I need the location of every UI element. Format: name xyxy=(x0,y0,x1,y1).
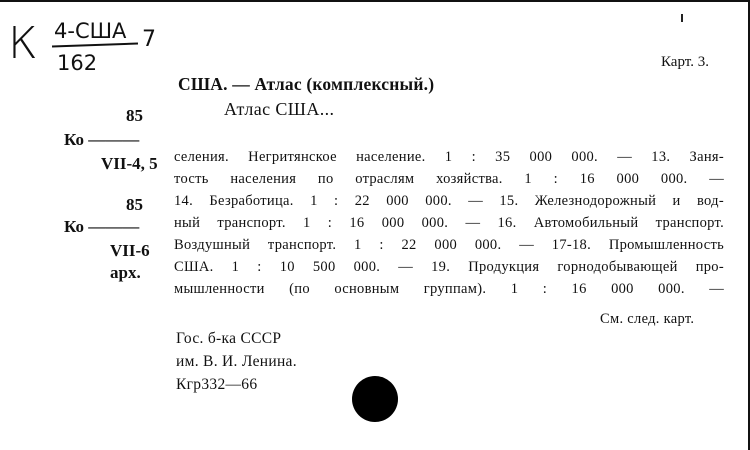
punch-hole xyxy=(352,376,398,422)
shelfmark-1-prefix-text: Ко xyxy=(64,130,84,149)
library-dedication: им. В. И. Ленина. xyxy=(176,353,297,370)
body-line: мышленности (по основным группам). 1 : 16 000 000. — xyxy=(174,281,724,297)
body-line: ный транспорт. 1 : 16 000 000. — 16. Автомобильный транспорт. xyxy=(174,215,724,231)
handwritten-fraction-bar xyxy=(52,42,138,47)
shelfmark-1-prefix xyxy=(64,130,139,150)
handwritten-letter: К xyxy=(8,18,38,69)
shelfmark-2-prefix-text: Ко xyxy=(64,217,84,236)
body-line: 14. Безработица. 1 : 22 000 000. — 15. Железнодорожный и вод- xyxy=(174,193,724,209)
body-line: тость населения по отраслям хозяйства. 1 : 16 000 000. — xyxy=(174,171,724,187)
body-line: Воздушный транспорт. 1 : 22 000 000. — 17-18. Промышленность xyxy=(174,237,724,253)
card-mark xyxy=(681,14,683,22)
handwritten-numerator: 4-США xyxy=(54,19,127,43)
card-subtitle: Атлас США... xyxy=(224,99,335,119)
library-code: Кгр332—66 xyxy=(176,376,258,393)
shelfmark-2-dash: ——— xyxy=(88,217,140,236)
card-top-edge xyxy=(0,0,750,2)
shelfmark-1-dash: ——— xyxy=(88,130,140,149)
body-line: США. 1 : 10 500 000. — 19. Продукция горнодобывающей про- xyxy=(174,259,724,275)
see-next-card: См. след. карт. xyxy=(600,311,695,327)
shelfmark-2-note: арх. xyxy=(110,263,141,282)
shelfmark-1-code: VII-4, 5 xyxy=(101,154,158,173)
shelfmark-2-code: VII-6 xyxy=(110,241,150,260)
handwritten-suffix: 7 xyxy=(142,27,156,52)
card-title: США. — Атлас (комплексный.) xyxy=(178,74,435,94)
handwritten-denominator: 162 xyxy=(57,51,98,75)
shelfmark-2-number: 85 xyxy=(126,195,143,214)
body-line: селения. Негритянское население. 1 : 35 000 000. — 13. Заня- xyxy=(174,149,724,165)
card-number: Карт. 3. xyxy=(661,54,709,70)
library-name: Гос. б-ка СССР xyxy=(176,330,282,347)
shelfmark-1-number: 85 xyxy=(126,106,143,125)
shelfmark-2-prefix xyxy=(64,217,139,237)
